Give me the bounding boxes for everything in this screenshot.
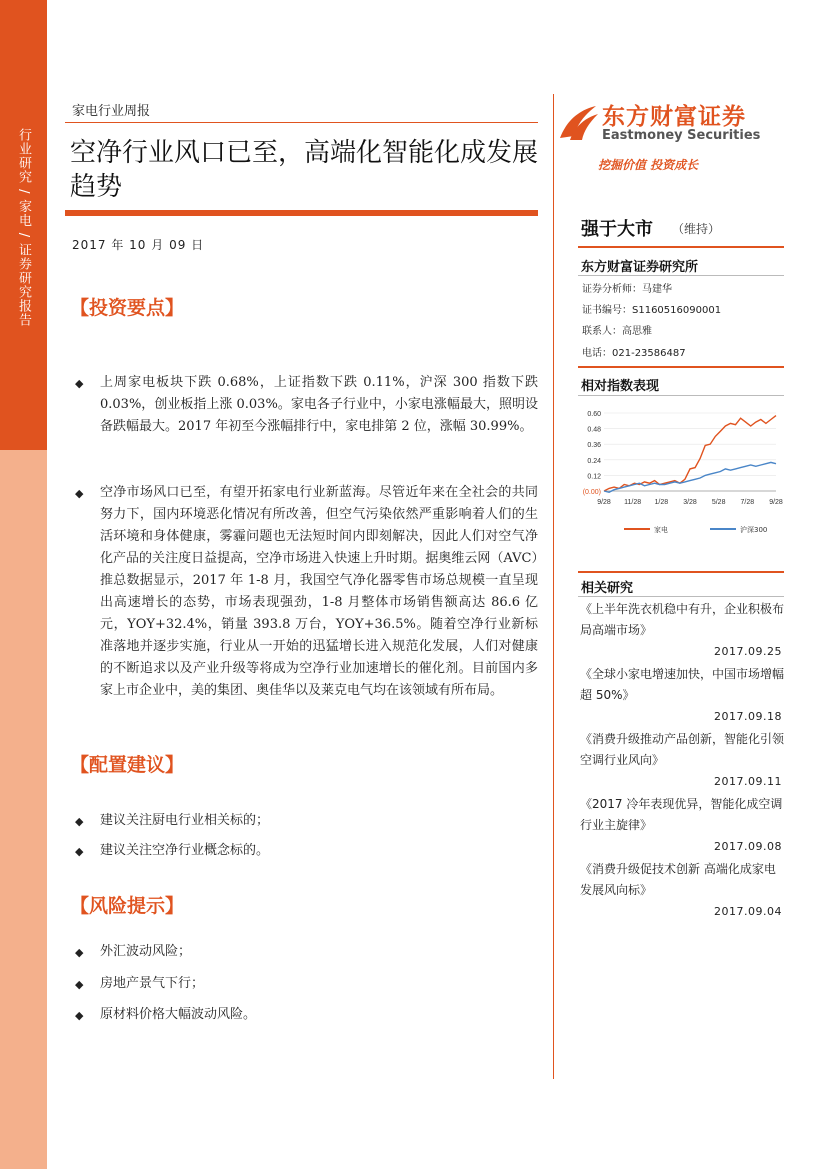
related-link[interactable]: 《2017 冷年表现优异，智能化成空调行业主旋律》: [580, 797, 783, 832]
x-tick-label: 9/28: [597, 499, 611, 506]
x-tick-label: 5/28: [711, 499, 726, 506]
rating-sub: （维持）: [672, 222, 721, 236]
brand-name-cn: 东方财富证券: [602, 104, 746, 130]
y-tick-label: 0.36: [587, 442, 601, 450]
bullet-icon: ◆: [75, 1009, 84, 1022]
investment-point-2: 空净市场风口已至，有望开拓家电行业新蓝海。尽管近年来在全社会的共同努力下，国内环境恶化情况有所改善，但空气污染依然严重影响着人们的生活环境和身体健康，雾霾问题也无法短时间内即刻解决，因此人们对空气净化产品的关注度日益提高，空净市场进入快速上升时期。据奥维云网（AVC）推总数据显示，2017 年 1-8 月，我国空气净化器零售市场总规模一直呈现出高速增长的态势，市场表现强劲，1-8 月整体市场销售额高达 86.6 亿元，YOY+32.4%，销量 393.8 万台，YOY+36.5%。随着空净行业新标准落地并逐步实施，行业从一开始的迅猛增长进入规范化发展，人们对健康的不断追求以及产业升级等将成为空净行业加速增长的催化剂。目前国内多家上市企业中，美的集团、奥佳华以及莱克电气均在该领域有所布局。: [100, 485, 538, 698]
bullet-icon: ◆: [75, 815, 84, 828]
institute-rule: [578, 275, 784, 276]
relative-index-chart: [574, 405, 784, 540]
risk-point-3: 原材料价格大幅波动风险。: [100, 1007, 257, 1022]
series-line-appliance: [604, 416, 776, 491]
sidebar-light: [0, 450, 47, 1169]
allocation-heading: 【配置建议】: [70, 754, 185, 776]
left-sidebar: [0, 0, 47, 1169]
contact: 联系人：高思雅: [582, 326, 652, 337]
x-tick-label: 1/28: [654, 499, 669, 506]
chart-title: 相对指数表现: [581, 379, 660, 394]
doc-type: 家电行业周报: [72, 104, 151, 119]
allocation-point-1: 建议关注厨电行业相关标的；: [100, 813, 270, 828]
related-link[interactable]: 《消费升级促技术创新 高端化成家电发展风向标》: [580, 862, 776, 897]
related-link[interactable]: 《上半年洗衣机稳中有升，企业积极布局高端市场》: [580, 602, 785, 637]
y-tick-label: 0.48: [587, 426, 601, 434]
risk-point-2: 房地产景气下行；: [100, 976, 205, 991]
legend-label: 家电: [654, 526, 668, 534]
related-date: 2017.09.11: [714, 775, 782, 788]
header-rule: [65, 122, 538, 123]
allocation-point-2: 建议关注空净行业概念标的。: [100, 843, 270, 858]
related-link[interactable]: 《消费升级推动产品创新，智能化引领空调行业风向》: [580, 732, 785, 767]
y-tick-label: 0.24: [587, 457, 601, 465]
risk-point-1: 外汇波动风险；: [100, 944, 192, 959]
sidebar-category-text: 行业研究 / 家电 / 证券研究报告: [16, 128, 31, 328]
rating-label: 强于大市: [581, 219, 653, 240]
title-rule: [65, 210, 538, 216]
related-link[interactable]: 《全球小家电增速加快，中国市场增幅超 50%》: [580, 667, 785, 702]
y-tick-label: (0.00): [582, 489, 601, 496]
eastmoney-logo-icon: [556, 100, 600, 144]
y-tick-label: 0.12: [587, 473, 601, 481]
brand-slogan: 挖掘价值 投资成长: [598, 158, 699, 172]
institute-name: 东方财富证券研究所: [581, 260, 699, 275]
investment-heading: 【投资要点】: [70, 297, 185, 319]
x-tick-label: 3/28: [683, 499, 697, 506]
legend-label: 沪深300: [740, 526, 768, 534]
bullet-icon: ◆: [75, 377, 84, 390]
x-tick-label: 9/28: [769, 499, 783, 506]
column-divider: [553, 94, 554, 1079]
bullet-icon: ◆: [75, 487, 84, 500]
analyst: 证券分析师：马建华: [582, 284, 672, 295]
related-rule: [578, 596, 784, 597]
bullet-icon: ◆: [75, 946, 84, 959]
related-heading: 相关研究: [581, 581, 634, 596]
chart-title-rule: [578, 395, 784, 396]
bullet-icon: ◆: [75, 978, 84, 991]
rating-rule: [578, 246, 784, 248]
series-line-csi300: [604, 462, 776, 492]
cert-number: 证书编号：S1160516090001: [582, 305, 722, 316]
chart-top-rule: [578, 366, 784, 368]
related-date: 2017.09.18: [714, 710, 782, 723]
phone: 电话：021-23586487: [582, 348, 686, 359]
bullet-icon: ◆: [75, 845, 84, 858]
y-tick-label: 0.60: [587, 411, 601, 418]
related-date: 2017.09.04: [714, 905, 782, 918]
related-date: 2017.09.25: [714, 645, 782, 658]
page-title: 空净行业风口已至，高端化智能化成发展趋势: [70, 138, 539, 202]
related-date: 2017.09.08: [714, 840, 782, 853]
related-top-rule: [578, 571, 784, 573]
x-tick-label: 7/28: [740, 499, 755, 506]
report-date: 2017 年 10 月 09 日: [72, 238, 205, 252]
risk-heading: 【风险提示】: [70, 895, 185, 917]
x-tick-label: 11/28: [624, 499, 642, 506]
investment-point-1: 上周家电板块下跌 0.68%，上证指数下跌 0.11%，沪深 300 指数下跌 0.03%，创业板指上涨 0.03%。家电各子行业中，小家电涨幅最大，照明设备跌幅最大。2017 年初至今涨幅排行中，家电排第 2 位，涨幅 30.99%。: [100, 375, 538, 434]
brand-name-en: Eastmoney Securities: [602, 128, 761, 143]
